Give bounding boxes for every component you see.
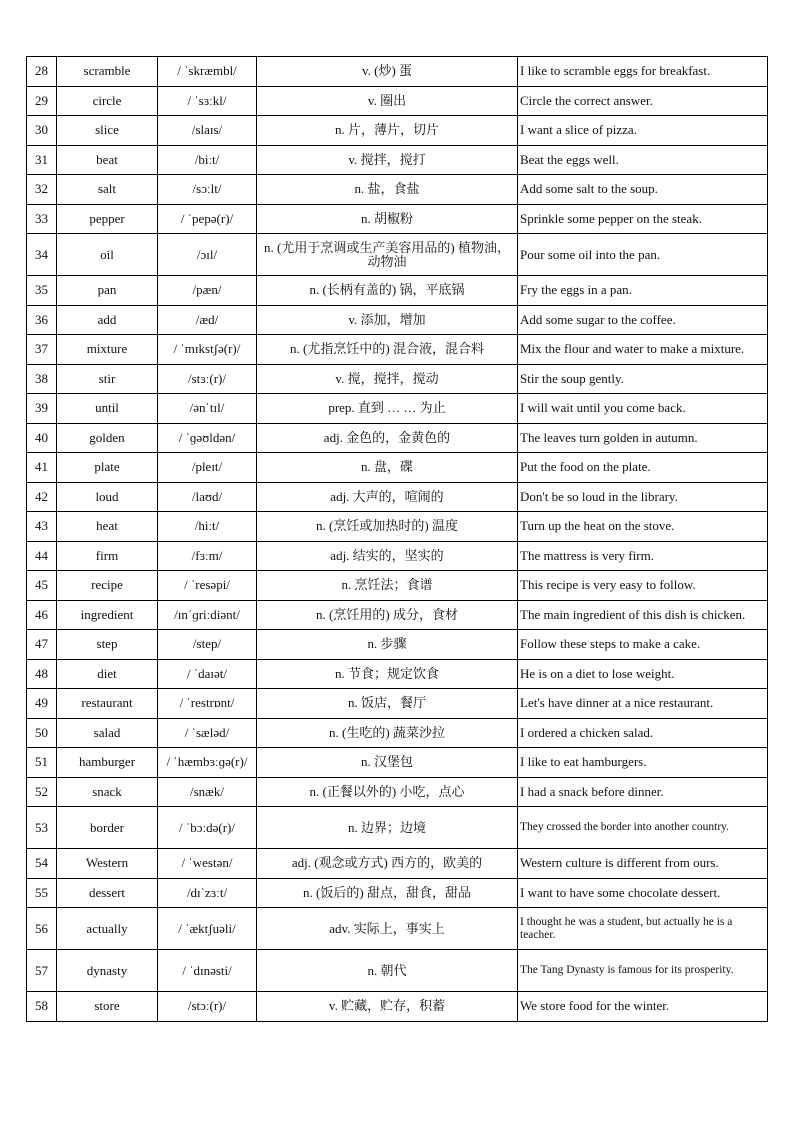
example-cell: We store food for the winter. bbox=[518, 992, 768, 1022]
phonetic-cell: /ənˈtɪl/ bbox=[158, 394, 257, 424]
example-cell: I like to scramble eggs for breakfast. bbox=[518, 57, 768, 87]
row-number: 53 bbox=[27, 807, 57, 849]
word-cell: step bbox=[57, 630, 158, 660]
meaning-cell: adv. 实际上，事实上 bbox=[257, 908, 518, 950]
word-cell: snack bbox=[57, 777, 158, 807]
row-number: 55 bbox=[27, 878, 57, 908]
table-row bbox=[27, 908, 768, 950]
row-number: 35 bbox=[27, 276, 57, 306]
meaning-cell: n. (烹饪用的) 成分，食材 bbox=[257, 600, 518, 630]
word-cell: ingredient bbox=[57, 600, 158, 630]
row-number: 34 bbox=[27, 234, 57, 276]
vocabulary-table-body bbox=[27, 57, 768, 1022]
row-number: 32 bbox=[27, 175, 57, 205]
row-number: 44 bbox=[27, 541, 57, 571]
example-cell: I ordered a chicken salad. bbox=[518, 718, 768, 748]
meaning-cell: v. 搅，搅拌，搅动 bbox=[257, 364, 518, 394]
example-cell: Stir the soup gently. bbox=[518, 364, 768, 394]
table-row bbox=[27, 57, 768, 87]
meaning-cell: n. 汉堡包 bbox=[257, 748, 518, 778]
word-cell: beat bbox=[57, 145, 158, 175]
table-row bbox=[27, 878, 768, 908]
table-row bbox=[27, 849, 768, 879]
example-cell: Turn up the heat on the stove. bbox=[518, 512, 768, 542]
example-cell: I want to have some chocolate dessert. bbox=[518, 878, 768, 908]
word-cell: scramble bbox=[57, 57, 158, 87]
table-row bbox=[27, 950, 768, 992]
word-cell: pepper bbox=[57, 204, 158, 234]
word-cell: actually bbox=[57, 908, 158, 950]
table-row bbox=[27, 600, 768, 630]
phonetic-cell: /snæk/ bbox=[158, 777, 257, 807]
phonetic-cell: /ɪnˈɡriːdiənt/ bbox=[158, 600, 257, 630]
word-cell: hamburger bbox=[57, 748, 158, 778]
phonetic-cell: /ɔɪl/ bbox=[158, 234, 257, 276]
table-row bbox=[27, 689, 768, 719]
phonetic-cell: / ˈskræmbl/ bbox=[158, 57, 257, 87]
meaning-cell: n. 片，薄片，切片 bbox=[257, 116, 518, 146]
word-cell: restaurant bbox=[57, 689, 158, 719]
word-cell: slice bbox=[57, 116, 158, 146]
phonetic-cell: / ˈbɔːdə(r)/ bbox=[158, 807, 257, 849]
table-row bbox=[27, 777, 768, 807]
phonetic-cell: /hiːt/ bbox=[158, 512, 257, 542]
meaning-cell: adj. (观念或方式) 西方的，欧美的 bbox=[257, 849, 518, 879]
word-cell: plate bbox=[57, 453, 158, 483]
table-row bbox=[27, 807, 768, 849]
example-cell: Circle the correct answer. bbox=[518, 86, 768, 116]
word-cell: circle bbox=[57, 86, 158, 116]
row-number: 33 bbox=[27, 204, 57, 234]
meaning-cell: n. (长柄有盖的) 锅，平底锅 bbox=[257, 276, 518, 306]
word-cell: pan bbox=[57, 276, 158, 306]
example-cell: Add some sugar to the coffee. bbox=[518, 305, 768, 335]
table-row bbox=[27, 423, 768, 453]
example-cell: Mix the flour and water to make a mixture. bbox=[518, 335, 768, 365]
word-cell: firm bbox=[57, 541, 158, 571]
phonetic-cell: /pleɪt/ bbox=[158, 453, 257, 483]
example-cell: The main ingredient of this dish is chicken. bbox=[518, 600, 768, 630]
row-number: 38 bbox=[27, 364, 57, 394]
row-number: 57 bbox=[27, 950, 57, 992]
phonetic-cell: / ˈpepə(r)/ bbox=[158, 204, 257, 234]
row-number: 36 bbox=[27, 305, 57, 335]
example-cell: Fry the eggs in a pan. bbox=[518, 276, 768, 306]
phonetic-cell: /laʊd/ bbox=[158, 482, 257, 512]
row-number: 41 bbox=[27, 453, 57, 483]
phonetic-cell: /biːt/ bbox=[158, 145, 257, 175]
table-row bbox=[27, 116, 768, 146]
word-cell: dessert bbox=[57, 878, 158, 908]
word-cell: until bbox=[57, 394, 158, 424]
table-row bbox=[27, 659, 768, 689]
example-cell: The mattress is very firm. bbox=[518, 541, 768, 571]
example-cell: I will wait until you come back. bbox=[518, 394, 768, 424]
example-cell: Western culture is different from ours. bbox=[518, 849, 768, 879]
word-cell: diet bbox=[57, 659, 158, 689]
phonetic-cell: /step/ bbox=[158, 630, 257, 660]
meaning-cell: v. (炒) 蛋 bbox=[257, 57, 518, 87]
table-row bbox=[27, 453, 768, 483]
phonetic-cell: / ˈɡəʊldən/ bbox=[158, 423, 257, 453]
meaning-cell: n. 边界；边境 bbox=[257, 807, 518, 849]
meaning-cell: n. (正餐以外的) 小吃，点心 bbox=[257, 777, 518, 807]
row-number: 39 bbox=[27, 394, 57, 424]
meaning-cell: n. 烹饪法；食谱 bbox=[257, 571, 518, 601]
table-row bbox=[27, 394, 768, 424]
word-cell: oil bbox=[57, 234, 158, 276]
row-number: 54 bbox=[27, 849, 57, 879]
phonetic-cell: / ˈhæmbɜːɡə(r)/ bbox=[158, 748, 257, 778]
row-number: 46 bbox=[27, 600, 57, 630]
phonetic-cell: / ˈdɪnəsti/ bbox=[158, 950, 257, 992]
meaning-cell: n. (尤指烹饪中的) 混合液，混合料 bbox=[257, 335, 518, 365]
phonetic-cell: /fɜːm/ bbox=[158, 541, 257, 571]
example-cell: The Tang Dynasty is famous for its prosperity. bbox=[518, 950, 768, 992]
phonetic-cell: /slaɪs/ bbox=[158, 116, 257, 146]
meaning-cell: n. 盘，碟 bbox=[257, 453, 518, 483]
row-number: 51 bbox=[27, 748, 57, 778]
meaning-cell: n. 胡椒粉 bbox=[257, 204, 518, 234]
row-number: 49 bbox=[27, 689, 57, 719]
row-number: 30 bbox=[27, 116, 57, 146]
meaning-cell: v. 搅拌，搅打 bbox=[257, 145, 518, 175]
phonetic-cell: /stɔː(r)/ bbox=[158, 992, 257, 1022]
meaning-cell: adj. 结实的，坚实的 bbox=[257, 541, 518, 571]
word-cell: golden bbox=[57, 423, 158, 453]
meaning-cell: n. (尤用于烹调或生产美容用品的) 植物油，动物油 bbox=[257, 234, 518, 276]
table-row bbox=[27, 992, 768, 1022]
example-cell: Beat the eggs well. bbox=[518, 145, 768, 175]
example-cell: I like to eat hamburgers. bbox=[518, 748, 768, 778]
word-cell: border bbox=[57, 807, 158, 849]
table-row bbox=[27, 512, 768, 542]
table-row bbox=[27, 234, 768, 276]
row-number: 42 bbox=[27, 482, 57, 512]
phonetic-cell: / ˈæktʃuəli/ bbox=[158, 908, 257, 950]
word-cell: add bbox=[57, 305, 158, 335]
example-cell: Add some salt to the soup. bbox=[518, 175, 768, 205]
table-row bbox=[27, 175, 768, 205]
word-cell: loud bbox=[57, 482, 158, 512]
table-row bbox=[27, 364, 768, 394]
meaning-cell: n. 朝代 bbox=[257, 950, 518, 992]
word-cell: mixture bbox=[57, 335, 158, 365]
row-number: 31 bbox=[27, 145, 57, 175]
example-cell: He is on a diet to lose weight. bbox=[518, 659, 768, 689]
example-cell: Let's have dinner at a nice restaurant. bbox=[518, 689, 768, 719]
phonetic-cell: / ˈresəpi/ bbox=[158, 571, 257, 601]
row-number: 50 bbox=[27, 718, 57, 748]
row-number: 37 bbox=[27, 335, 57, 365]
table-row bbox=[27, 86, 768, 116]
example-cell: I thought he was a student, but actually he is a teacher. bbox=[518, 908, 768, 950]
meaning-cell: v. 贮藏，贮存，积蓄 bbox=[257, 992, 518, 1022]
table-row bbox=[27, 145, 768, 175]
word-cell: heat bbox=[57, 512, 158, 542]
word-cell: dynasty bbox=[57, 950, 158, 992]
meaning-cell: n. 饭店，餐厅 bbox=[257, 689, 518, 719]
example-cell: The leaves turn golden in autumn. bbox=[518, 423, 768, 453]
phonetic-cell: / ˈdaɪət/ bbox=[158, 659, 257, 689]
table-row bbox=[27, 718, 768, 748]
phonetic-cell: /pæn/ bbox=[158, 276, 257, 306]
phonetic-cell: / ˈsæləd/ bbox=[158, 718, 257, 748]
meaning-cell: prep. 直到 … … 为止 bbox=[257, 394, 518, 424]
table-row bbox=[27, 305, 768, 335]
row-number: 52 bbox=[27, 777, 57, 807]
phonetic-cell: /sɔːlt/ bbox=[158, 175, 257, 205]
example-cell: Put the food on the plate. bbox=[518, 453, 768, 483]
meaning-cell: v. 添加，增加 bbox=[257, 305, 518, 335]
row-number: 40 bbox=[27, 423, 57, 453]
word-cell: salt bbox=[57, 175, 158, 205]
example-cell: I want a slice of pizza. bbox=[518, 116, 768, 146]
vocabulary-table bbox=[26, 56, 768, 1022]
word-cell: store bbox=[57, 992, 158, 1022]
meaning-cell: n. (烹饪或加热时的) 温度 bbox=[257, 512, 518, 542]
table-row bbox=[27, 571, 768, 601]
meaning-cell: n. 步骤 bbox=[257, 630, 518, 660]
table-row bbox=[27, 276, 768, 306]
table-row bbox=[27, 630, 768, 660]
phonetic-cell: /æd/ bbox=[158, 305, 257, 335]
word-cell: Western bbox=[57, 849, 158, 879]
table-row bbox=[27, 748, 768, 778]
word-cell: salad bbox=[57, 718, 158, 748]
example-cell: Sprinkle some pepper on the steak. bbox=[518, 204, 768, 234]
example-cell: Follow these steps to make a cake. bbox=[518, 630, 768, 660]
meaning-cell: adj. 金色的，金黄色的 bbox=[257, 423, 518, 453]
phonetic-cell: / ˈmɪkstʃə(r)/ bbox=[158, 335, 257, 365]
example-cell: This recipe is very easy to follow. bbox=[518, 571, 768, 601]
table-row bbox=[27, 541, 768, 571]
word-cell: stir bbox=[57, 364, 158, 394]
phonetic-cell: /dɪˈzɜːt/ bbox=[158, 878, 257, 908]
meaning-cell: n. (饭后的) 甜点，甜食，甜品 bbox=[257, 878, 518, 908]
row-number: 28 bbox=[27, 57, 57, 87]
example-cell: They crossed the border into another country. bbox=[518, 807, 768, 849]
phonetic-cell: /stɜː(r)/ bbox=[158, 364, 257, 394]
phonetic-cell: / ˈsɜːkl/ bbox=[158, 86, 257, 116]
example-cell: I had a snack before dinner. bbox=[518, 777, 768, 807]
meaning-cell: v. 圈出 bbox=[257, 86, 518, 116]
row-number: 56 bbox=[27, 908, 57, 950]
meaning-cell: n. (生吃的) 蔬菜沙拉 bbox=[257, 718, 518, 748]
row-number: 29 bbox=[27, 86, 57, 116]
phonetic-cell: / ˈrestrɒnt/ bbox=[158, 689, 257, 719]
example-cell: Don't be so loud in the library. bbox=[518, 482, 768, 512]
vocabulary-sheet bbox=[26, 56, 768, 1022]
table-row bbox=[27, 335, 768, 365]
table-row bbox=[27, 204, 768, 234]
table-row bbox=[27, 482, 768, 512]
example-cell: Pour some oil into the pan. bbox=[518, 234, 768, 276]
row-number: 45 bbox=[27, 571, 57, 601]
row-number: 58 bbox=[27, 992, 57, 1022]
meaning-cell: n. 盐，食盐 bbox=[257, 175, 518, 205]
phonetic-cell: / ˈwestən/ bbox=[158, 849, 257, 879]
row-number: 47 bbox=[27, 630, 57, 660]
meaning-cell: adj. 大声的，喧闹的 bbox=[257, 482, 518, 512]
meaning-cell: n. 节食；规定饮食 bbox=[257, 659, 518, 689]
row-number: 43 bbox=[27, 512, 57, 542]
word-cell: recipe bbox=[57, 571, 158, 601]
row-number: 48 bbox=[27, 659, 57, 689]
